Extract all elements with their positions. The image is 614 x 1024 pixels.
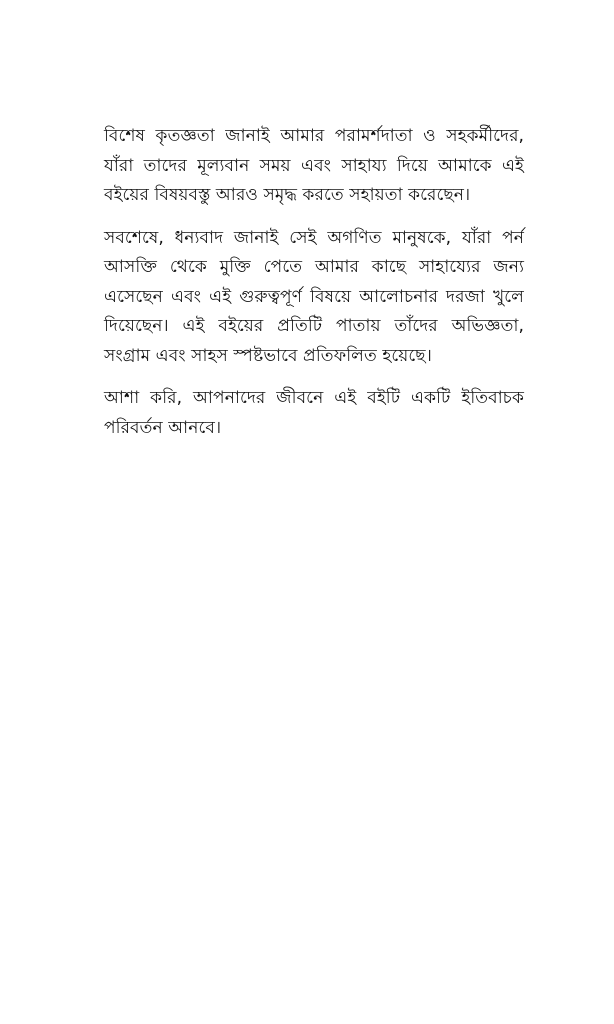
paragraph-closing-wish: আশা করি, আপনাদের জীবনে এই বইটি একটি ইতিবাচক পরিবর্তন আনবে। xyxy=(104,388,524,438)
body-text xyxy=(104,122,524,456)
paragraph-acknowledgement-people: সবশেষে, ধন্যবাদ জানাই সেই অগণিত মানুষকে, যাঁরা পর্ন আসক্তি থেকে মুক্তি পেতে আমার কাছে সাহায্যের জন্য এসেছেন এবং এই গুরুত্বপূর্ণ বিষয়ে আলোচনার দরজা খুলে দিয়েছেন। এই বইয়ের প্রতিটি পাতায় তাঁদের অভিজ্ঞতা, সংগ্রাম এবং সাহস স্পষ্টভাবে প্রতিফলিত হয়েছে। xyxy=(104,227,524,366)
paragraph-acknowledgement-mentors: বিশেষ কৃতজ্ঞতা জানাই আমার পরামর্শদাতা ও সহকর্মীদের, যাঁরা তাদের মূল্যবান সময় এবং সাহায্য দিয়ে আমাকে এই বইয়ের বিষয়বস্তু আরও সমৃদ্ধ করতে সহায়তা করেছেন। xyxy=(104,126,524,205)
